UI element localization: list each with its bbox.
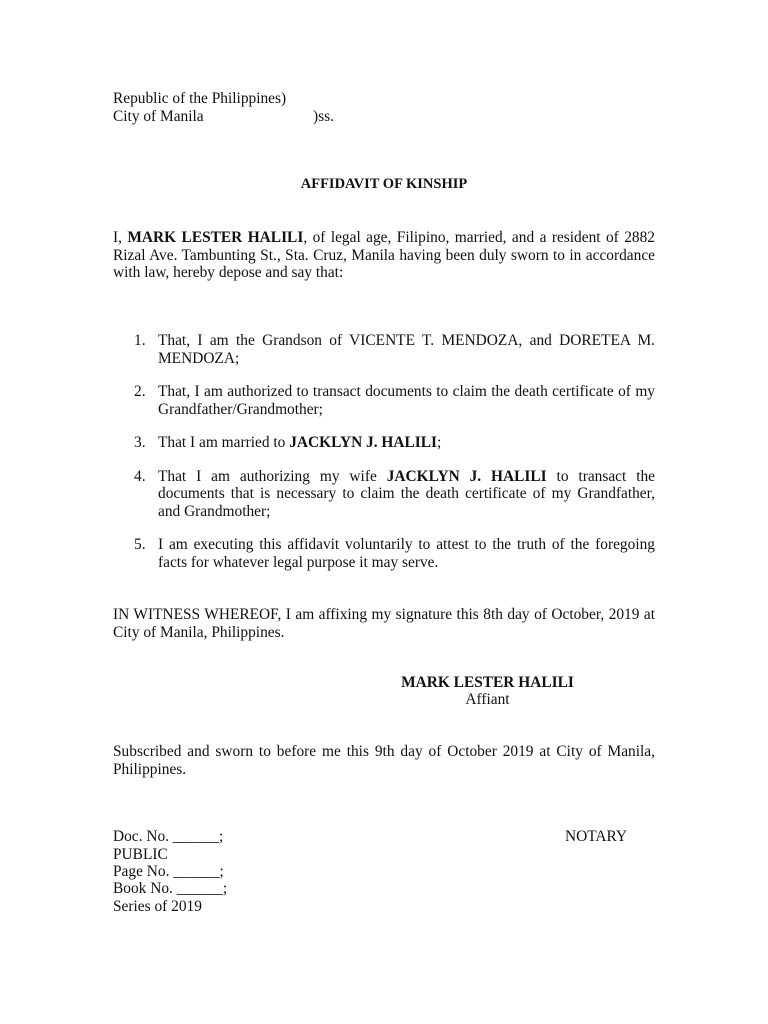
list-item-text: That, I am the Grandson of VICENTE T. MENDOZA, and DORETEA M. MENDOZA;: [158, 332, 655, 367]
venue-line-city: [113, 108, 334, 126]
venue-ss: )ss.: [313, 108, 334, 125]
venue-line-republic: Republic of the Philippines): [113, 90, 287, 107]
list-item: [113, 434, 655, 452]
book-number: Book No. ______;: [113, 880, 228, 897]
intro-prefix: I,: [113, 229, 128, 246]
affiant-name-inline: MARK LESTER HALILI: [127, 229, 304, 246]
intro-rest: , of legal age, Filipino, married, and a resident of 2882 Rizal Ave. Tambunting St., Sta. Cruz, Manila having been duly sworn to in accordance with law, hereby depose and say that:: [113, 229, 655, 281]
list-item-number: 4.: [134, 467, 146, 485]
list-item-text-after: to transact the documents that is necessary to claim the death certificate of my Grandfather, and Grandmother;: [158, 467, 655, 520]
witness-paragraph: IN WITNESS WHEREOF, I am affixing my signature this 8th day of October, 2019 at City of Manila, Philippines.: [113, 606, 655, 641]
doc-number: Doc. No. ______;: [113, 828, 224, 845]
list-item-number: 2.: [134, 383, 146, 400]
venue-city: City of Manila: [113, 108, 204, 125]
spouse-name: JACKLYN J. HALILI: [289, 434, 438, 451]
affiant-role: Affiant: [465, 691, 510, 708]
subscribed-paragraph: Subscribed and sworn to before me this 9th day of October 2019 at City of Manila, Philippines.: [113, 743, 655, 778]
series-year: Series of 2019: [113, 898, 202, 915]
spouse-name: JACKLYN J. HALILI: [386, 467, 547, 485]
affiant-signature-name: MARK LESTER HALILI: [401, 674, 574, 691]
list-item-text: I am executing this affidavit voluntarily to attest to the truth of the foregoing facts for whatever legal purpose it may serve.: [158, 536, 655, 571]
list-item: [113, 383, 655, 418]
list-item-number: 3.: [134, 434, 146, 451]
list-item: [113, 468, 655, 521]
list-item-text-after: ;: [437, 434, 442, 451]
notary-label-public: PUBLIC: [113, 846, 168, 863]
list-item: [113, 332, 655, 367]
list-item-text: That, I am authorized to transact documents to claim the death certificate of my Grandfather/Grandmother;: [158, 383, 655, 418]
notary-label: NOTARY: [565, 828, 628, 845]
document-title: AFFIDAVIT OF KINSHIP: [300, 176, 468, 192]
list-item-text-before: That I am married to: [158, 434, 290, 451]
list-item-number: 5.: [134, 536, 146, 553]
list-item-number: 1.: [134, 332, 146, 349]
deposition-list: [113, 332, 655, 587]
intro-paragraph: [113, 229, 655, 282]
list-item-text-before: That I am authorizing my wife: [158, 467, 387, 485]
list-item: [113, 536, 655, 571]
page-number: Page No. ______;: [113, 863, 224, 880]
